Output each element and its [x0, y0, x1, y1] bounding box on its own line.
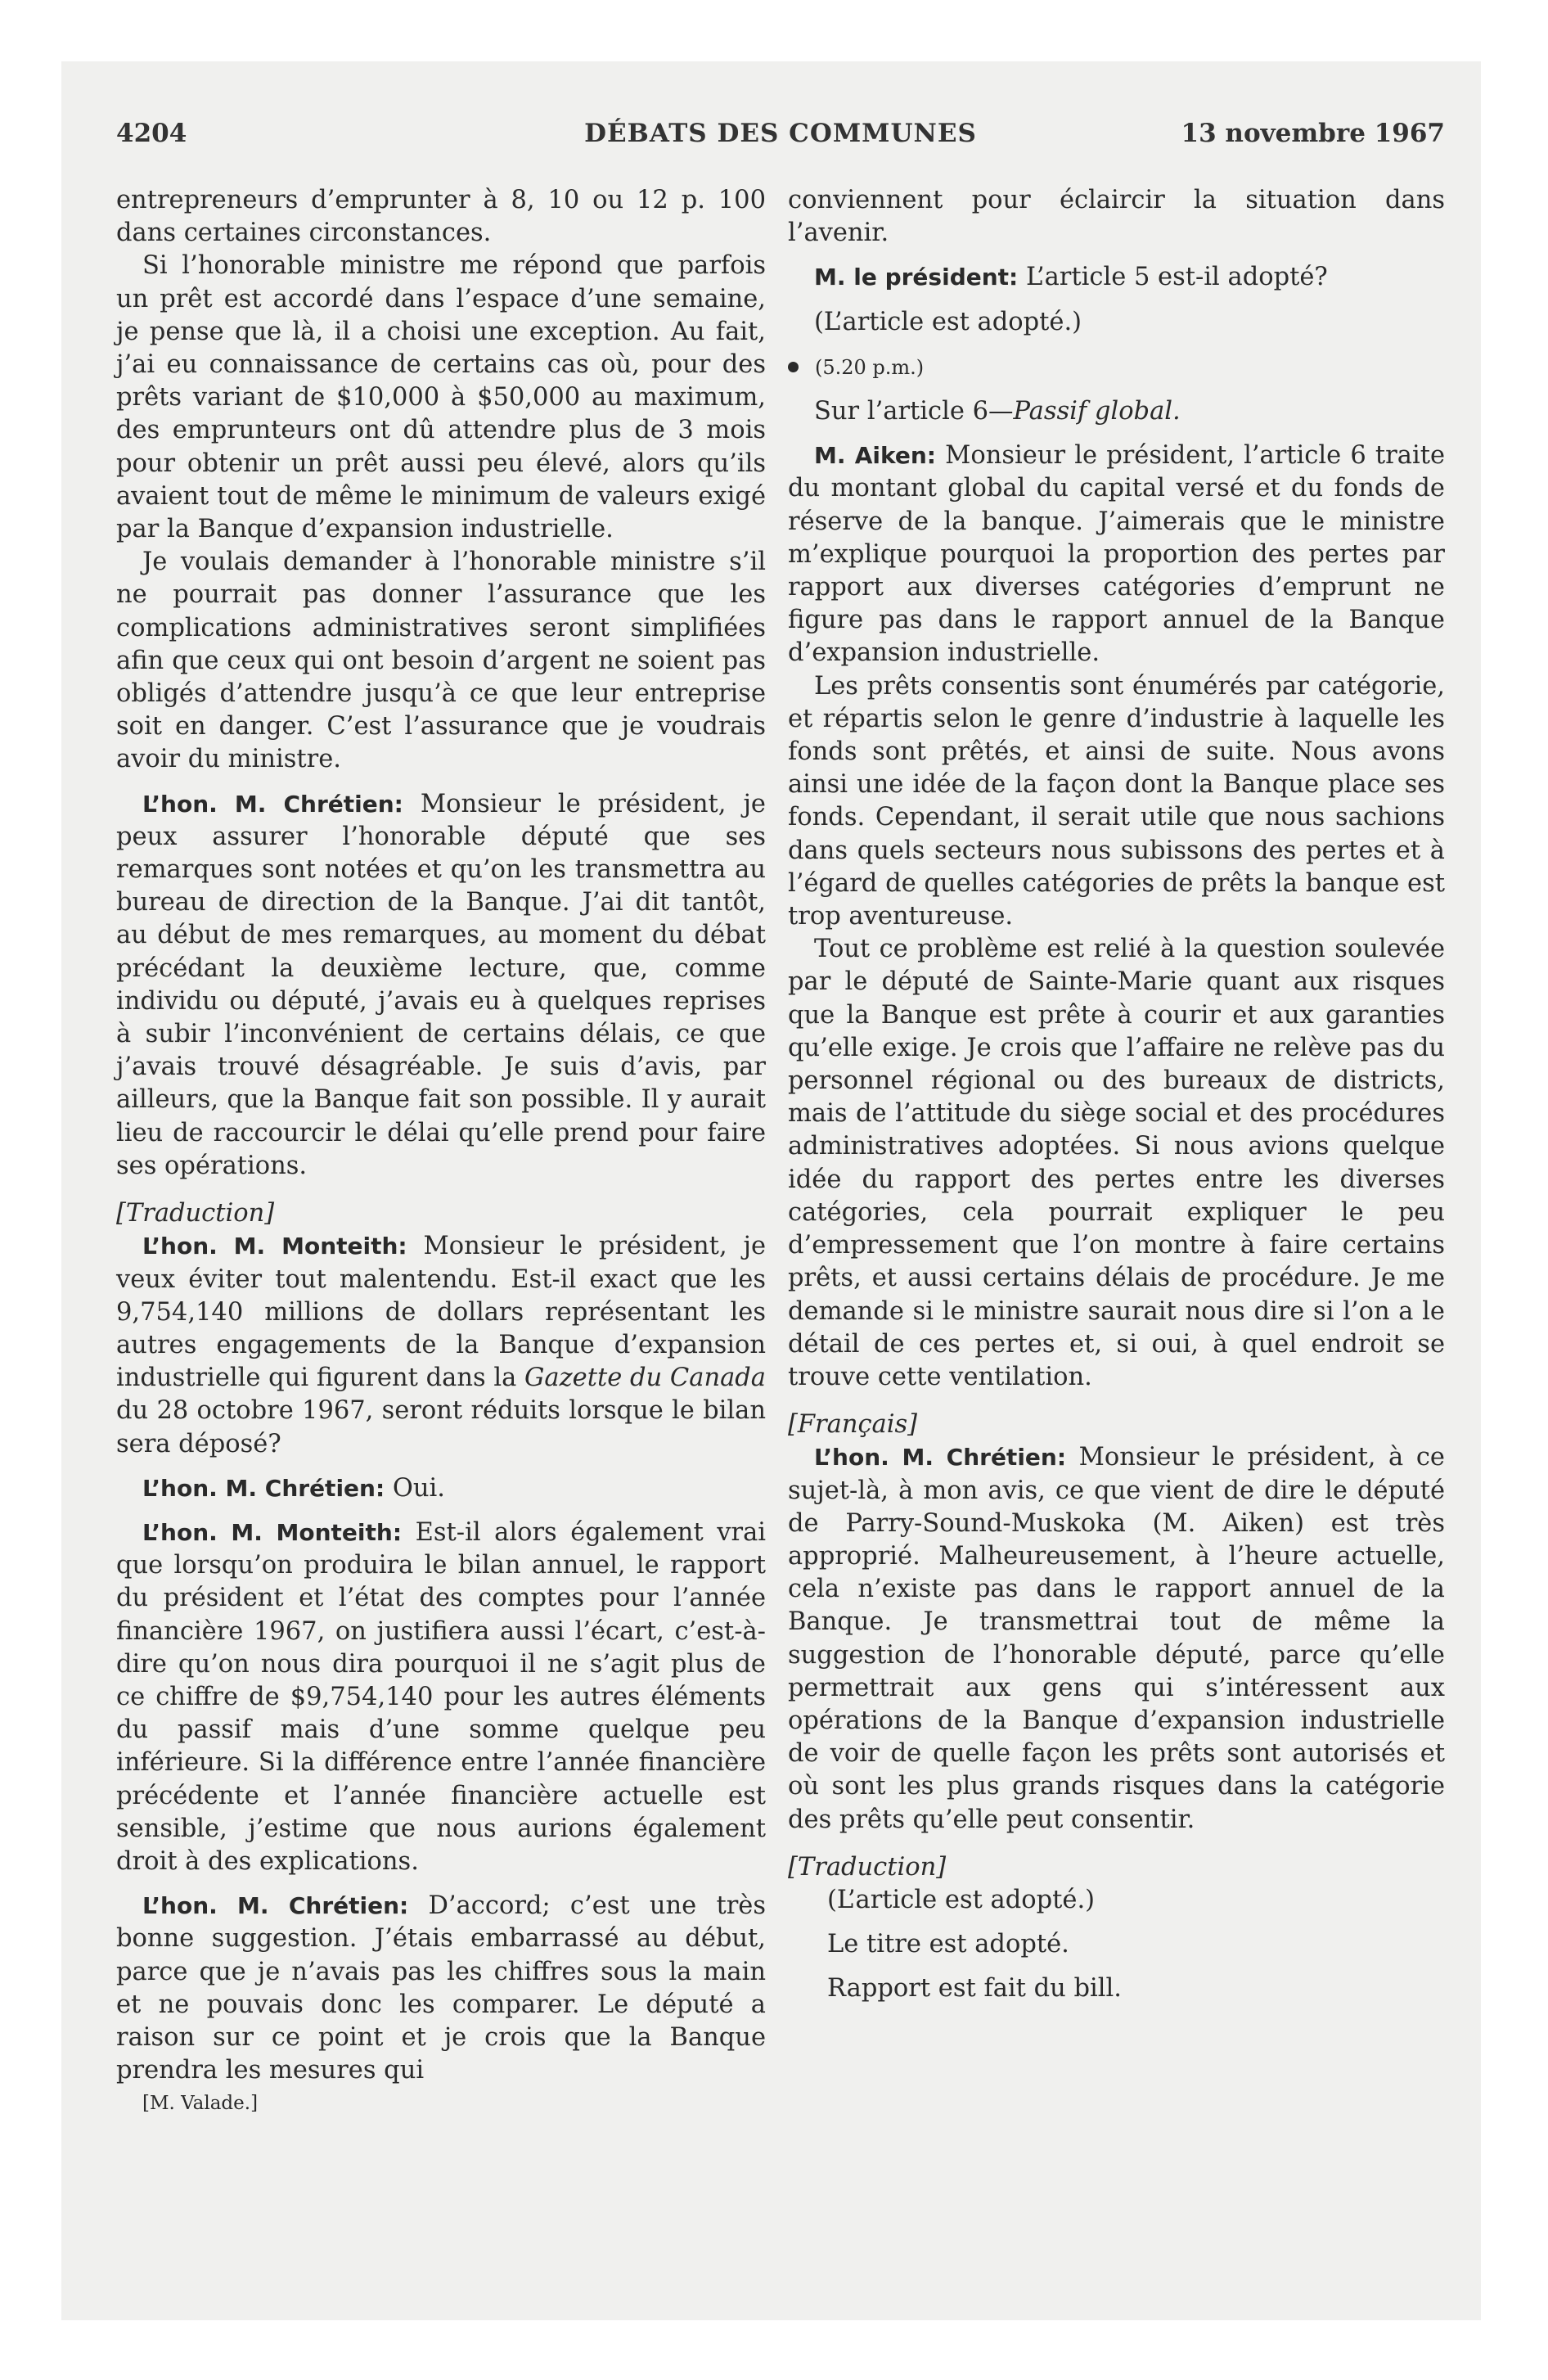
paragraph: Si l’honorable ministre me répond que parfois un prêt est accordé dans l’espace d’une semaine, je pense que là, il a choisi une exception. Au fait, j’ai eu connaissance de certains cas où, pour des prêts variant de $10,000 à $50,000 au maximum, des emprunteurs ont dû attendre plus de 3 mois pour obtenir un prêt aussi peu élevé, alors qu’ils avaient tout de même le minimum de valeurs exigé par la Banque d’expansion industrielle. [116, 251, 766, 544]
speech-text: L’article 5 est-il adopté? [1018, 263, 1328, 292]
speech-text: Monsieur le président, je veux éviter tout malentendu. Est-il exact que les 9,754,140 millions de dollars représentant les autres engagements de la Banque d’expansion industrielle qui figurent dans la [116, 1232, 766, 1393]
speech-text: Monsieur le président, à ce sujet-là, à mon avis, ce que vient de dire le député de Parry-Sound-Muskoka (M. Aiken) est très approprié. Malheureusement, à l’heure actuelle, cela n’existe pas dans le rapport annuel de la Banque. Je transmettrai tout de même la suggestion de l’honorable député, parce qu’elle permettrait aux gens qui s’intéressent aux opérations de la Banque d’expansion industrielle de voir de quelle façon les prêts sont autorisés et où sont les plus grands risques dans la catégorie des prêts qu’elle peut consentir. [788, 1443, 1445, 1834]
speaker-name: L’hon. M. Chrétien: [814, 1444, 1067, 1472]
page-header [116, 119, 1445, 160]
article-heading-text: Sur l’article 6— [814, 397, 1014, 426]
speech [116, 788, 766, 1183]
speech [116, 1890, 766, 2087]
speech [116, 1472, 766, 1505]
speaker-name: L’hon. M. Chrétien: [142, 790, 403, 818]
speech [116, 1230, 766, 1460]
page-number: 4204 [116, 119, 187, 148]
speech-text: Monsieur le président, je peux assurer l’honorable député que ses remarques sont notées et qu’on les transmettra au bureau de direction de la Banque. J’ai dit tantôt, au début de mes remarques, au moment du débat précédant la deuxième lecture, que, comme individu ou député, j’avais eu à quelques reprises à subir l’inconvénient de certains délais, ce que j’avais trouvé désagréable. Je suis d’avis, par ailleurs, que la Banque fait son possible. Il y aurait lieu de raccourcir le délai qu’elle prend pour faire ses opérations. [116, 789, 766, 1180]
paragraph: conviennent pour éclaircir la situation dans l’avenir. [788, 186, 1445, 248]
speech [116, 1517, 766, 1878]
speaker-name: L’hon. M. Chrétien: [142, 1892, 409, 1920]
speech-text: Est-il alors également vrai que lorsqu’on produira le bilan annuel, le rapport du président et l’état des comptes pour l’année financière 1967, on justifiera aussi l’écart, c’est-à-dire qu’on nous dira pourquoi il ne s’agit plus de ce chiffre de $9,754,140 pour les autres éléments du passif mais d’une somme quelque peu inférieure. Si la différence entre l’année financière précédente et l’année financière actuelle est sensible, j’estime que nous aurions également droit à des explications. [116, 1517, 767, 1876]
procedural-note: Le titre est adopté. [827, 1930, 1069, 1959]
page-footer-speaker: [M. Valade.] [142, 2093, 259, 2115]
language-tag-text: [Traduction] [116, 1199, 275, 1228]
speech-text: du 28 octobre 1967, seront réduits lorsque le bilan sera déposé? [116, 1396, 766, 1458]
language-tag-text: [Traduction] [788, 1852, 947, 1882]
speech [788, 1441, 1445, 1836]
article-heading [788, 395, 1445, 428]
paragraph: entrepreneurs d’emprunter à 8, 10 ou 12 p. 100 dans certaines circonstances. [116, 186, 766, 248]
language-tag [788, 1851, 1445, 1884]
right-column [788, 184, 1445, 2006]
procedural-note: (L’article est adopté.) [827, 1885, 1096, 1914]
article-title: Passif global. [1013, 397, 1181, 426]
left-column [116, 184, 766, 2121]
bullet-icon [788, 362, 799, 372]
time-text: (5.20 p.m.) [815, 355, 925, 379]
language-tag [788, 1409, 1445, 1441]
paragraph: Tout ce problème est relié à la question soulevée par le député de Sainte-Marie quant aux risques que la Banque est prête à courir et aux garanties qu’elle exige. Je crois que l’affaire ne relève pas du personnel régional ou des bureaux de districts, mais de l’attitude du siège social et des procédures administratives adoptées. Si nous avions quelque idée du rapport des pertes entre les diverses catégories, cela pourrait expliquer le peu d’empressement que l’on montre à faire certains prêts, et aussi certains délais de procédure. Je me demande si le ministre saurait nous dire si l’on a le détail de ces pertes et, si oui, à quel endroit se trouve cette ventilation. [788, 935, 1445, 1391]
procedural-note: Rapport est fait du bill. [827, 1974, 1122, 2004]
speech-text: Monsieur le président, l’article 6 traite du montant global du capital versé et du fonds de réserve de la banque. J’aimerais que le ministre m’explique pourquoi la proportion des pertes par rapport aux diverses catégories d’emprunt ne figure pas dans le rapport annuel de la Banque d’expansion industrielle. [788, 441, 1446, 668]
paragraph: Les prêts consentis sont énumérés par catégorie, et répartis selon le genre d’industrie à laquelle les fonds sont prêtés, et ainsi de suite. Nous avons ainsi une idée de la façon dont la Banque place ses fonds. Cependant, il serait utile que nous sachions dans quels secteurs nous subissons des pertes et à l’égard de quelles catégories de prêts la banque est trop aventureuse. [788, 671, 1445, 931]
speaker-name: L’hon. M. Monteith: [142, 1233, 407, 1260]
speech-text: Oui. [385, 1473, 445, 1503]
time-marker [788, 350, 1445, 384]
language-tag-text: [Français] [788, 1410, 918, 1440]
speaker-name: L’hon. M. Chrétien: [142, 1474, 385, 1502]
speech [788, 261, 1445, 294]
speaker-name: L’hon. M. Monteith: [142, 1518, 403, 1546]
paragraph: Je voulais demander à l’honorable ministre s’il ne pourrait pas donner l’assurance que les complications administratives seront simplifiées afin que ceux qui ont besoin d’argent ne soient pas obligés d’attendre jusqu’à ce que leur entreprise soit en danger. C’est l’assurance que je voudrais avoir du ministre. [116, 548, 766, 774]
speaker-name: M. Aiken: [814, 442, 936, 470]
speech-text: D’accord; c’est une très bonne suggestion. J’étais embarrassé au début, parce que je n’avais pas les chiffres sous la main et ne pouvais donc les comparer. Le député a raison sur ce point et je crois que la Banque prendra les mesures qui [116, 1891, 766, 2085]
language-tag [116, 1197, 766, 1230]
procedural-note: (L’article est adopté.) [814, 307, 1082, 336]
publication-title: DÉBATS DES COMMUNES [584, 119, 977, 148]
page-date: 13 novembre 1967 [1181, 119, 1445, 148]
speaker-name: M. le président: [814, 264, 1019, 291]
publication-name: Gazette du Canada [524, 1364, 766, 1393]
speech [788, 439, 1445, 669]
